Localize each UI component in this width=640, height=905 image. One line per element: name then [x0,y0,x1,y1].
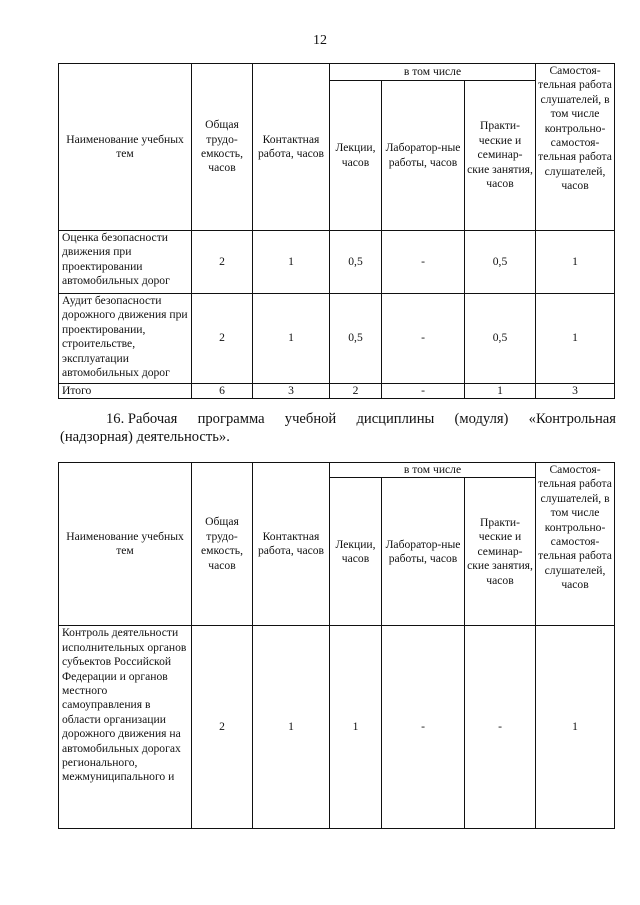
cell-total: 2 [192,231,253,294]
page-number: 12 [313,33,327,48]
header-topic-name: Наименование учебных тем [59,64,192,231]
heading-word: учебной [284,411,337,427]
header-practice: Практи-ческие и семинар-ские занятия, часов [465,478,536,626]
header-lectures: Лекции, часов [330,81,382,231]
cell-self-work: 1 [536,231,615,294]
cell-practice: 0,5 [465,294,536,384]
cell-self-work: 1 [536,626,615,829]
header-topic-name: Наименование учебных тем [59,463,192,626]
header-total-hours: Общая трудо-емкость, часов [192,463,253,626]
topic-name: Аудит безопасности дорожного движения при проектировании, строительстве, эксплуатации автомобильных дорог [59,294,192,384]
curriculum-table-2 [58,462,615,829]
cell-contact: 1 [253,294,330,384]
header-contact-hours: Контактная работа, часов [253,463,330,626]
heading-word: программа [197,411,265,427]
cell-labs: - [382,231,465,294]
cell-total: 6 [192,384,253,399]
cell-total: 2 [192,294,253,384]
cell-self-work: 3 [536,384,615,399]
cell-labs: - [382,384,465,399]
topic-name: Контроль деятельности исполнительных органов субъектов Российской Федерации и органов местного самоуправления в области организации дорожного движения на автомобильных дорогах регионального, межмуниципального и [59,626,192,829]
header-contact-hours: Контактная работа, часов [253,64,330,231]
table-row [59,294,615,384]
cell-contact: 3 [253,384,330,399]
cell-lectures: 2 [330,384,382,399]
curriculum-table-1 [58,63,615,399]
cell-lectures: 0,5 [330,231,382,294]
total-label: Итого [59,384,192,399]
header-total-hours: Общая трудо-емкость, часов [192,64,253,231]
cell-labs: - [382,626,465,829]
cell-self-work: 1 [536,294,615,384]
heading-word: дисциплины [356,411,435,427]
header-including: в том числе [330,463,536,478]
cell-contact: 1 [253,626,330,829]
topic-name: Оценка безопасности движения при проектировании автомобильных дорог [59,231,192,294]
cell-total: 2 [192,626,253,829]
header-practice: Практи-ческие и семинар-ские занятия, часов [465,81,536,231]
table-row [59,626,615,829]
heading-word: 16. Рабочая [106,411,178,427]
cell-practice: 0,5 [465,231,536,294]
heading-word: «Контрольная [528,411,616,427]
header-lectures: Лекции, часов [330,478,382,626]
cell-lectures: 0,5 [330,294,382,384]
cell-practice: - [465,626,536,829]
heading-line-2: (надзорная) деятельность». [60,429,230,445]
cell-labs: - [382,294,465,384]
cell-practice: 1 [465,384,536,399]
header-labs: Лаборатор-ные работы, часов [382,81,465,231]
cell-lectures: 1 [330,626,382,829]
header-including: в том числе [330,64,536,81]
section-heading [60,410,616,446]
header-labs: Лаборатор-ные работы, часов [382,478,465,626]
total-row [59,384,615,399]
header-self-work: Самостоя-тельная работа слушателей, в том числе контрольно-самостоя-тельная работа слушателей, часов [536,463,615,626]
heading-word: (модуля) [454,411,509,427]
cell-contact: 1 [253,231,330,294]
header-self-work: Самостоя-тельная работа слушателей, в том числе контрольно-самостоя-тельная работа слушателей, часов [536,64,615,231]
table-row [59,231,615,294]
